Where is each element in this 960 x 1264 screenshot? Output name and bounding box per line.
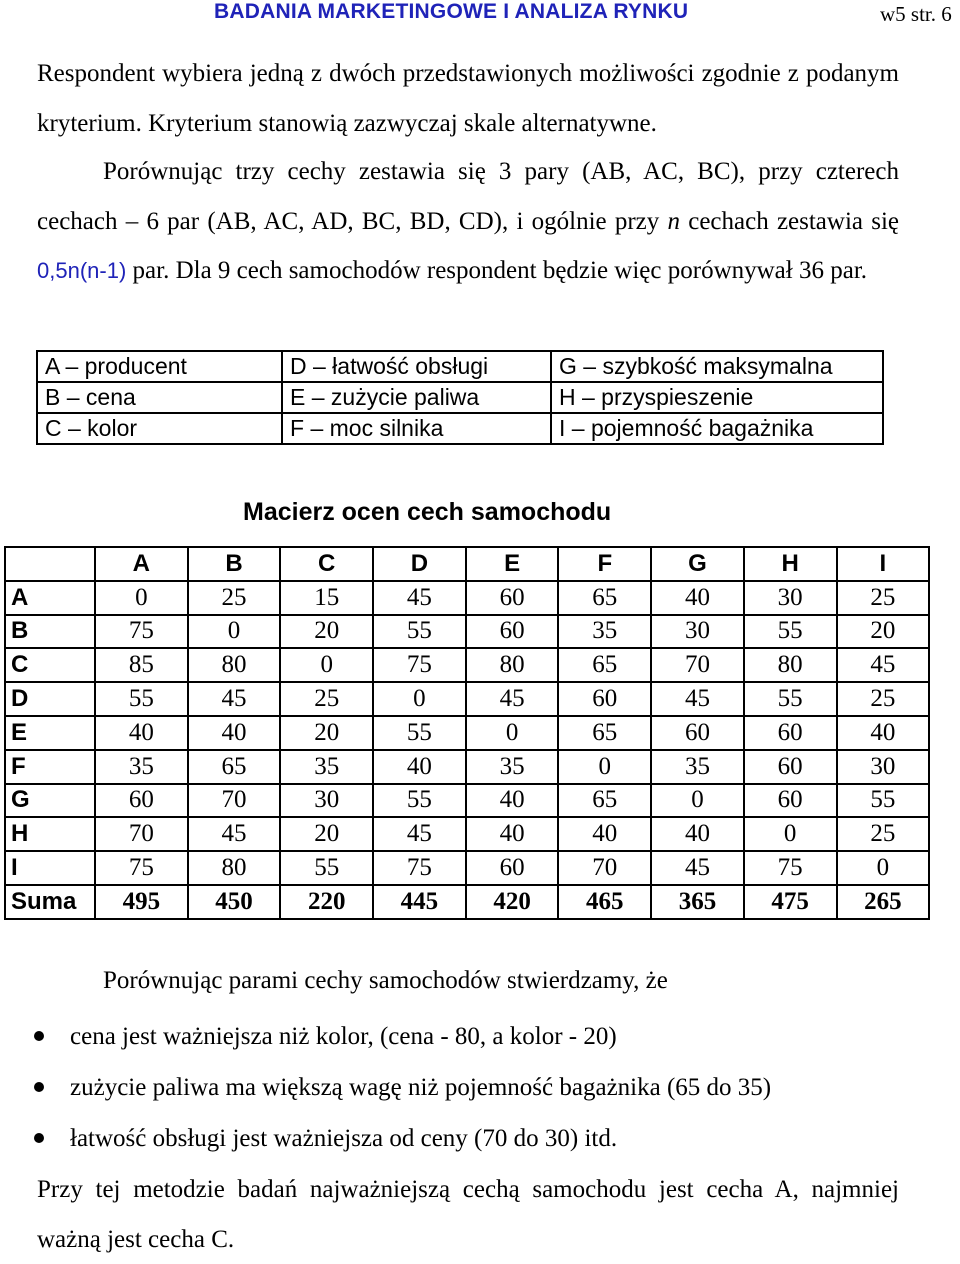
matrix-cell: 75	[744, 851, 837, 885]
matrix-cell: 0	[188, 615, 281, 649]
matrix-cell: 40	[837, 716, 930, 750]
feature-cell: A – producent	[37, 351, 282, 382]
matrix-cell: 0	[373, 682, 466, 716]
table-row	[5, 716, 929, 750]
matrix-title: Macierz ocen cech samochodu	[243, 498, 612, 526]
matrix-cell: 20	[280, 615, 373, 649]
matrix-cell: 60	[744, 784, 837, 818]
matrix-cell: 40	[558, 817, 651, 851]
features-row	[37, 382, 883, 413]
sum-cell: 220	[280, 885, 373, 919]
header-title: BADANIA MARKETINGOWE I ANALIZA RYNKU	[214, 0, 689, 23]
matrix-cell: 45	[466, 682, 559, 716]
table-row	[5, 784, 929, 818]
page-number: w5 str. 6	[880, 2, 952, 26]
matrix-cell: 55	[373, 784, 466, 818]
matrix-cell: 65	[558, 648, 651, 682]
matrix-column-header: I	[837, 547, 930, 581]
matrix-cell: 80	[744, 648, 837, 682]
matrix-cell: 0	[744, 817, 837, 851]
intro-paragraph-1: Respondent wybiera jedną z dwóch przedstawionych możliwości zgodnie z podanym kryterium. Kryterium stanowią zazwyczaj skale alternatywne.	[37, 60, 899, 137]
matrix-cell: 25	[837, 581, 930, 615]
matrix-cell: 0	[280, 648, 373, 682]
matrix-cell: 35	[280, 750, 373, 784]
matrix-cell: 65	[558, 716, 651, 750]
matrix-cell: 35	[651, 750, 744, 784]
matrix-cell: 0	[837, 851, 930, 885]
matrix-cell: 45	[373, 581, 466, 615]
matrix-cell: 55	[744, 682, 837, 716]
table-row	[5, 750, 929, 784]
matrix-row-header: C	[5, 648, 95, 682]
sum-label: Suma	[5, 885, 95, 919]
matrix-cell: 65	[558, 784, 651, 818]
list-item-text: łatwość obsługi jest ważniejsza od ceny (70 do 30) itd.	[70, 1125, 618, 1152]
matrix-cell: 70	[95, 817, 188, 851]
bullet-icon	[34, 1082, 44, 1092]
matrix-cell: 70	[188, 784, 281, 818]
features-row	[37, 413, 883, 444]
table-row	[5, 581, 929, 615]
intro-paragraph-2	[37, 147, 899, 296]
features-legend-table	[36, 350, 884, 445]
matrix-cell: 55	[95, 682, 188, 716]
matrix-row-header: I	[5, 851, 95, 885]
matrix-column-header: A	[95, 547, 188, 581]
matrix-cell: 55	[373, 615, 466, 649]
matrix-cell: 40	[466, 817, 559, 851]
matrix-sum-row	[5, 885, 929, 919]
matrix-cell: 60	[651, 716, 744, 750]
intro-text-b: cechach zestawia się	[680, 207, 899, 235]
matrix-cell: 0	[558, 750, 651, 784]
sum-cell: 445	[373, 885, 466, 919]
matrix-cell: 20	[837, 615, 930, 649]
matrix-column-header: F	[558, 547, 651, 581]
matrix-cell: 60	[95, 784, 188, 818]
matrix-cell: 55	[837, 784, 930, 818]
matrix-cell: 45	[651, 851, 744, 885]
matrix-cell: 30	[744, 581, 837, 615]
feature-cell: H – przyspieszenie	[551, 382, 883, 413]
matrix-cell: 25	[837, 682, 930, 716]
matrix-cell: 0	[651, 784, 744, 818]
bullet-icon	[34, 1133, 44, 1143]
matrix-cell: 35	[466, 750, 559, 784]
matrix-cell: 30	[837, 750, 930, 784]
pair-count-formula: 0,5n(n-1)	[37, 258, 127, 283]
bullet-icon	[34, 1031, 44, 1041]
matrix-cell: 40	[95, 716, 188, 750]
sum-cell: 265	[837, 885, 930, 919]
matrix-cell: 60	[466, 615, 559, 649]
feature-cell: C – kolor	[37, 413, 282, 444]
matrix-cell: 80	[188, 851, 281, 885]
matrix-cell: 70	[558, 851, 651, 885]
sum-cell: 465	[558, 885, 651, 919]
matrix-cell: 20	[280, 817, 373, 851]
matrix-row-header: B	[5, 615, 95, 649]
features-row	[37, 351, 883, 382]
matrix-cell: 75	[95, 615, 188, 649]
matrix-cell: 45	[188, 817, 281, 851]
matrix-cell: 80	[188, 648, 281, 682]
matrix-cell: 80	[466, 648, 559, 682]
matrix-cell: 45	[837, 648, 930, 682]
matrix-cell: 60	[744, 750, 837, 784]
intro-variable-n: n	[667, 207, 680, 235]
matrix-cell: 40	[373, 750, 466, 784]
matrix-cell: 60	[744, 716, 837, 750]
matrix-cell: 35	[558, 615, 651, 649]
matrix-row-header: F	[5, 750, 95, 784]
matrix-cell: 40	[466, 784, 559, 818]
sum-cell: 450	[188, 885, 281, 919]
matrix-cell: 40	[651, 817, 744, 851]
matrix-column-header: H	[744, 547, 837, 581]
matrix-cell: 40	[651, 581, 744, 615]
matrix-cell: 75	[95, 851, 188, 885]
table-row	[5, 817, 929, 851]
matrix-cell: 45	[651, 682, 744, 716]
matrix-cell: 0	[466, 716, 559, 750]
feature-cell: B – cena	[37, 382, 282, 413]
matrix-cell: 30	[651, 615, 744, 649]
matrix-cell: 75	[373, 648, 466, 682]
matrix-cell: 60	[466, 581, 559, 615]
matrix-cell: 0	[95, 581, 188, 615]
table-row	[5, 615, 929, 649]
feature-cell: I – pojemność bagażnika	[551, 413, 883, 444]
intro-text-a: Porównując trzy cechy zestawia się 3 pary (AB, AC, BC), przy czterech cechach – 6 par (AB, AC, AD, BC, BD, CD), i ogólnie przy	[37, 158, 899, 235]
matrix-column-header: C	[280, 547, 373, 581]
sum-cell: 495	[95, 885, 188, 919]
table-row	[5, 851, 929, 885]
matrix-cell: 65	[558, 581, 651, 615]
list-item	[30, 1012, 771, 1063]
matrix-cell: 35	[95, 750, 188, 784]
sum-cell: 365	[651, 885, 744, 919]
matrix-cell: 55	[373, 716, 466, 750]
matrix-row-header: H	[5, 817, 95, 851]
matrix-row-header: A	[5, 581, 95, 615]
matrix-cell: 20	[280, 716, 373, 750]
feature-cell: F – moc silnika	[282, 413, 551, 444]
ratings-matrix-table	[4, 546, 930, 920]
matrix-cell: 65	[188, 750, 281, 784]
matrix-cell: 30	[280, 784, 373, 818]
conclusion-intro: Porównując parami cechy samochodów stwierdzamy, że	[103, 967, 668, 994]
list-item	[30, 1063, 771, 1114]
matrix-cell: 25	[280, 682, 373, 716]
matrix-cell: 45	[188, 682, 281, 716]
matrix-row-header: D	[5, 682, 95, 716]
conclusion-list	[30, 1012, 771, 1165]
matrix-column-header: E	[466, 547, 559, 581]
feature-cell: G – szybkość maksymalna	[551, 351, 883, 382]
table-row	[5, 682, 929, 716]
conclusion-final: Przy tej metodzie badań najważniejszą cechą samochodu jest cecha A, najmniej ważną jest cecha C.	[37, 1176, 899, 1253]
matrix-cell: 55	[280, 851, 373, 885]
matrix-column-header: D	[373, 547, 466, 581]
matrix-cell: 25	[188, 581, 281, 615]
matrix-cell: 25	[837, 817, 930, 851]
sum-cell: 475	[744, 885, 837, 919]
list-item-text: cena jest ważniejsza niż kolor, (cena - 80, a kolor - 20)	[70, 1023, 617, 1050]
matrix-corner-cell	[5, 547, 95, 581]
matrix-cell: 55	[744, 615, 837, 649]
intro-text-c: par. Dla 9 cech samochodów respondent będzie więc porównywał 36 par.	[126, 257, 868, 284]
matrix-cell: 60	[466, 851, 559, 885]
matrix-cell: 40	[188, 716, 281, 750]
list-item	[30, 1114, 771, 1165]
matrix-cell: 15	[280, 581, 373, 615]
matrix-cell: 45	[373, 817, 466, 851]
matrix-cell: 60	[558, 682, 651, 716]
matrix-cell: 70	[651, 648, 744, 682]
matrix-cell: 85	[95, 648, 188, 682]
matrix-header-row	[5, 547, 929, 581]
matrix-cell: 75	[373, 851, 466, 885]
matrix-column-header: B	[188, 547, 281, 581]
matrix-column-header: G	[651, 547, 744, 581]
sum-cell: 420	[466, 885, 559, 919]
feature-cell: E – zużycie paliwa	[282, 382, 551, 413]
matrix-row-header: G	[5, 784, 95, 818]
matrix-row-header: E	[5, 716, 95, 750]
table-row	[5, 648, 929, 682]
list-item-text: zużycie paliwa ma większą wagę niż pojemność bagażnika (65 do 35)	[70, 1074, 772, 1101]
feature-cell: D – łatwość obsługi	[282, 351, 551, 382]
